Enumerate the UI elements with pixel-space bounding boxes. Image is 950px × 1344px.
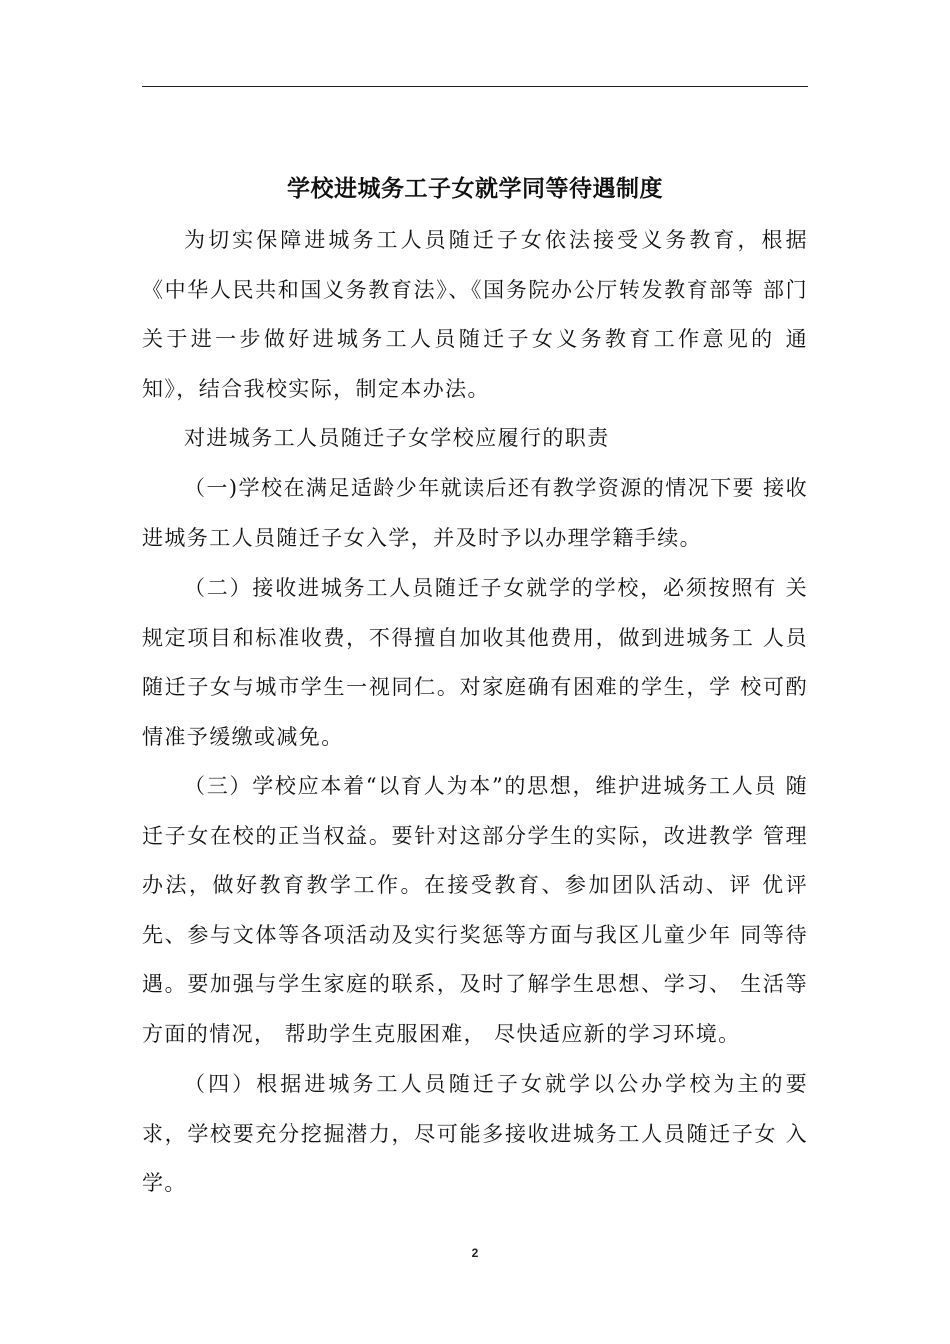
header-rule (142, 86, 808, 87)
clause-3-paragraph: （三）学校应本着“以育人为本”的思想，维护进城务工人员 随迁子女在校的正当权益。要针对这部分学生的实际，改进教学 管理办法，做好教育教学工作。在接受教育、参加团队活动、评 优评先、参与文体等各项活动及实行奖惩等方面与我区儿童少年 同等待遇。要加强与学生家庭的联系，及时了解学生思想、学习、 生活等方面的情况， 帮助学生克服困难， 尽快适应新的学习环境。 (142, 774, 808, 1046)
page-number: 2 (471, 1246, 479, 1260)
intro-paragraph: 为切实保障进城务工人员随迁子女依法接受义务教育，根据 《中华人民共和国义务教育法》、《国务院办公厅转发教育部等 部门关于进一步做好进城务工人员随迁子女义务教育工作意见的 通知》，结合我校实际，制定本办法。 (142, 228, 808, 401)
section-heading: 对进城务工人员随迁子女学校应履行的职责 (184, 426, 610, 450)
document-title: 学校进城务工子女就学同等待遇制度 (287, 175, 663, 202)
clause-2-paragraph: （二）接收进城务工人员随迁子女就学的学校，必须按照有 关规定项目和标准收费，不得擅自加收其他费用，做到进城务工 人员随迁子女与城市学生一视同仁。对家庭确有困难的学生，学 校可酌情准予缓缴或减免。 (142, 576, 808, 749)
clause-4-paragraph: （四）根据进城务工人员随迁子女就学以公办学校为主的要 求，学校要充分挖掘潜力，尽可能多接收进城务工人员随迁子女 入学。 (142, 1072, 808, 1195)
clause-1-paragraph: （一)学校在满足适龄少年就读后还有教学资源的情况下要 接收进城务工人员随迁子女入学，并及时予以办理学籍手续。 (142, 476, 808, 550)
